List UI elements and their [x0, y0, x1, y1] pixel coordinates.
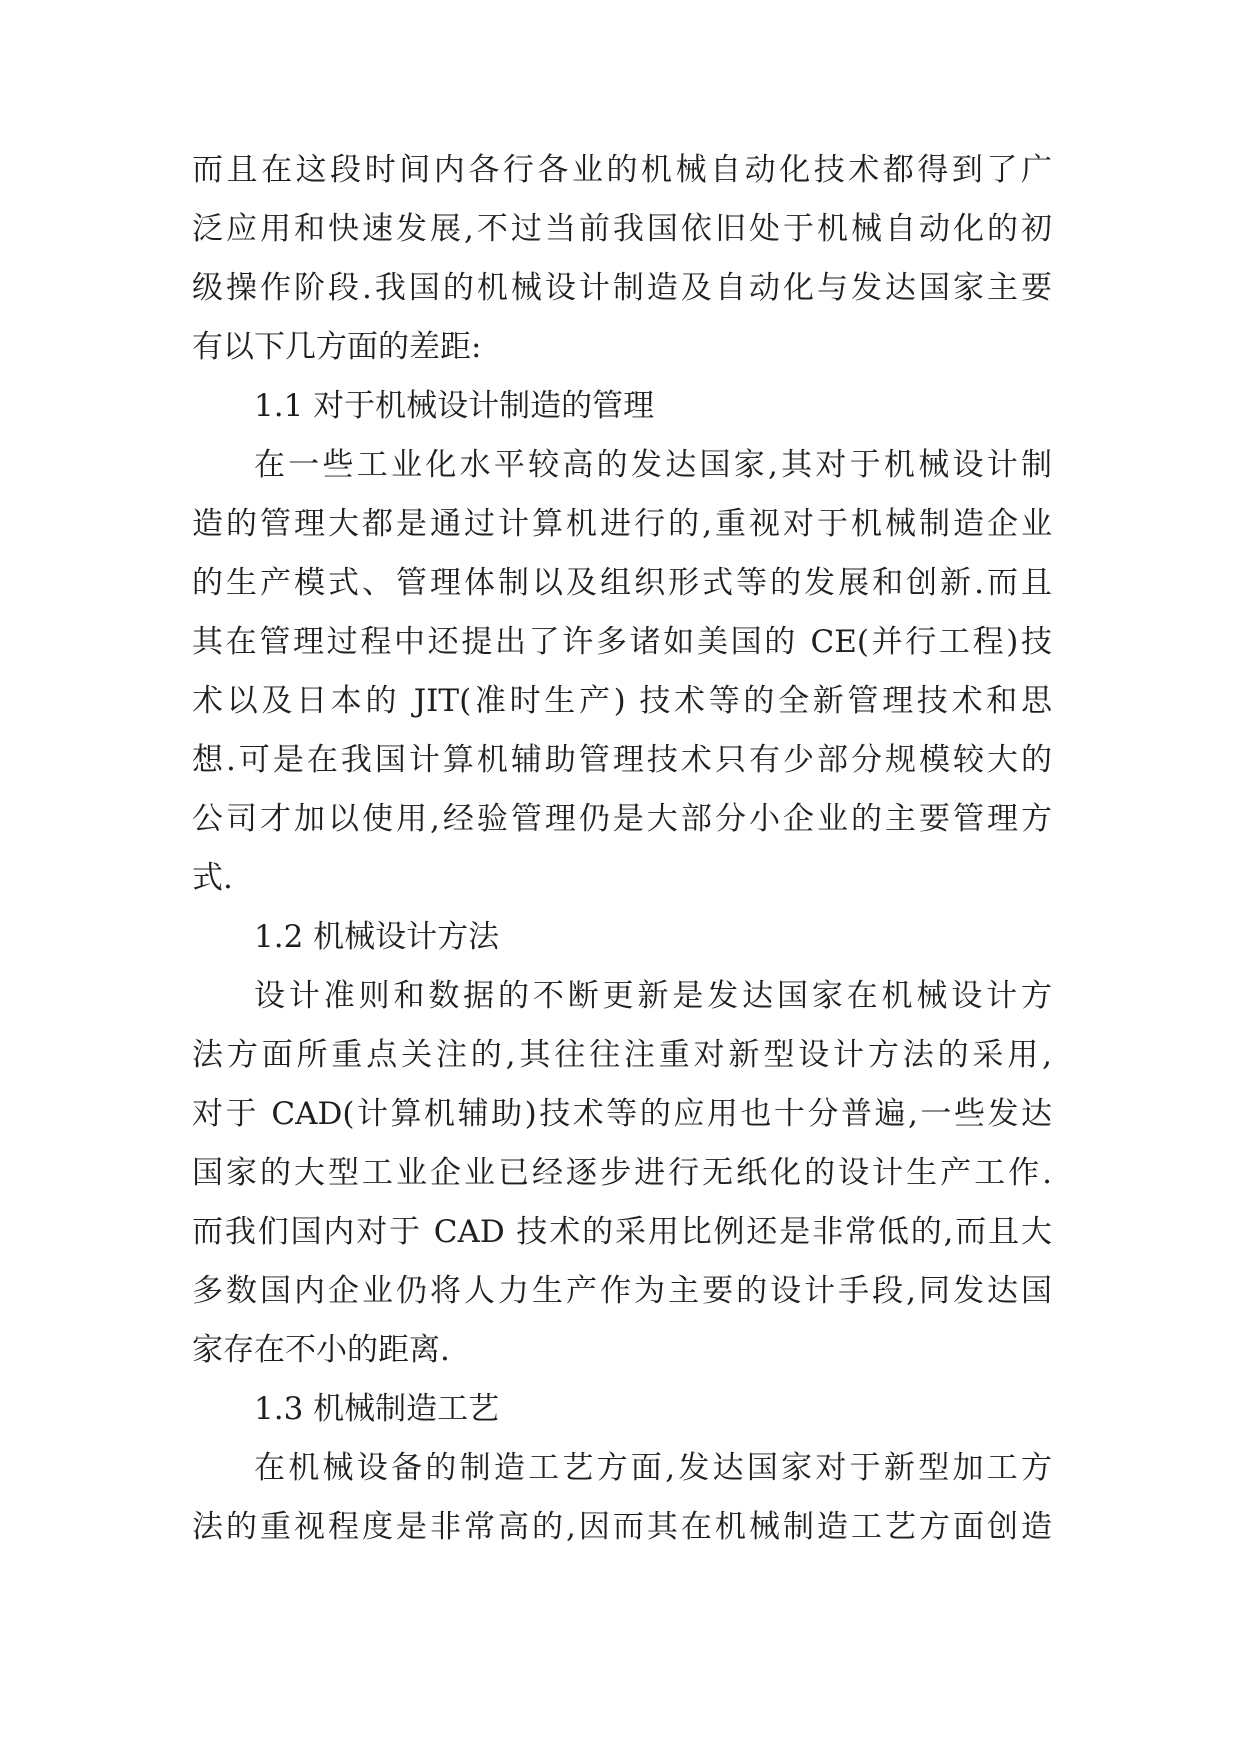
body-text	[192, 141, 1052, 1557]
paragraph-line: 在一些工业化水平较高的发达国家,其对于机械设计制	[254, 447, 1052, 483]
paragraph-line: 法方面所重点关注的,其往往注重对新型设计方法的采用,	[192, 1037, 1052, 1073]
paragraph-line: 在机械设备的制造工艺方面,发达国家对于新型加工方	[254, 1450, 1052, 1486]
paragraph-line: 式.	[192, 860, 233, 896]
paragraph-line: 其在管理过程中还提出了许多诸如美国的 CE(并行工程)技	[192, 624, 1052, 660]
paragraph-line: 公司才加以使用,经验管理仍是大部分小企业的主要管理方	[192, 801, 1052, 837]
section-heading-1-3: 1.3 机械制造工艺	[254, 1391, 500, 1427]
paragraph-line: 泛应用和快速发展,不过当前我国依旧处于机械自动化的初	[192, 211, 1052, 247]
paragraph-line: 想.可是在我国计算机辅助管理技术只有少部分规模较大的	[192, 742, 1052, 778]
paragraph-line: 而我们国内对于 CAD 技术的采用比例还是非常低的,而且大	[192, 1214, 1052, 1250]
paragraph-line: 级操作阶段.我国的机械设计制造及自动化与发达国家主要	[192, 270, 1052, 306]
paragraph-line: 的生产模式、管理体制以及组织形式等的发展和创新.而且	[192, 565, 1052, 601]
section-heading-1-2: 1.2 机械设计方法	[254, 919, 500, 955]
paragraph-line: 多数国内企业仍将人力生产作为主要的设计手段,同发达国	[192, 1273, 1052, 1309]
paragraph-line: 有以下几方面的差距:	[192, 329, 482, 365]
paragraph-line: 术以及日本的 JIT(准时生产) 技术等的全新管理技术和思	[192, 683, 1052, 719]
paragraph-line: 家存在不小的距离.	[192, 1332, 450, 1368]
paragraph-line: 国家的大型工业企业已经逐步进行无纸化的设计生产工作.	[192, 1155, 1052, 1191]
paragraph-line: 造的管理大都是通过计算机进行的,重视对于机械制造企业	[192, 506, 1052, 542]
paragraph-line: 设计准则和数据的不断更新是发达国家在机械设计方	[254, 978, 1052, 1014]
paragraph-line: 对于 CAD(计算机辅助)技术等的应用也十分普遍,一些发达	[192, 1096, 1052, 1132]
section-heading-1-1: 1.1 对于机械设计制造的管理	[254, 388, 655, 424]
paragraph-line: 法的重视程度是非常高的,因而其在机械制造工艺方面创造	[192, 1509, 1052, 1545]
paragraph-line: 而且在这段时间内各行各业的机械自动化技术都得到了广	[192, 152, 1052, 188]
